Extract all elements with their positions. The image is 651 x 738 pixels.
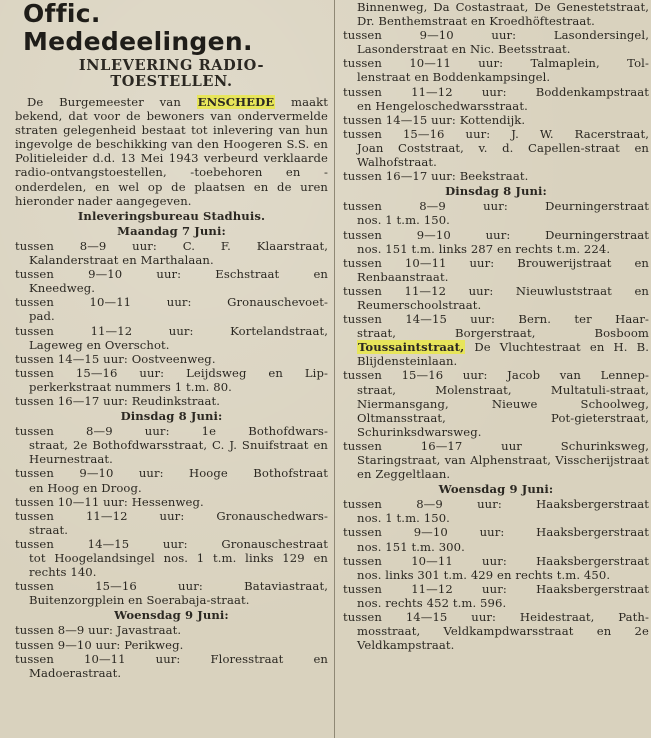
- entry-continuation: Buitenzorgplein en Soerabaja-straat.: [29, 593, 250, 608]
- entry-first-line: tussen 10—11 uur: Gronauschevoet-: [15, 295, 328, 310]
- schedule-entry-toussaint: [343, 312, 649, 368]
- schedule-entry: [15, 623, 328, 637]
- day-heading-dinsdag: Dinsdag 8 Juni:: [120, 409, 223, 424]
- schedule-entry: [15, 324, 328, 352]
- schedule-entry: [15, 466, 328, 494]
- entry-first-line: tussen 11—12 uur: Haaksbergerstraat: [343, 581, 649, 596]
- schedule-entry: [15, 239, 328, 267]
- schedule-list-dinsdag-right-b: [343, 368, 649, 481]
- entry-continuation: pad.: [29, 309, 55, 324]
- entry-continuation: straat.: [29, 522, 69, 537]
- entry-first-line: tussen 14—15 uur: Bern. ter Haar-: [343, 312, 649, 327]
- schedule-entry: [343, 497, 649, 525]
- entry-first-line: tussen 10—11 uur: Hessenweg.: [15, 494, 204, 509]
- schedule-list-dinsdag: [15, 424, 328, 607]
- schedule-entry: [15, 509, 328, 537]
- entry-continuation: [343, 326, 649, 368]
- right-column: [343, 0, 649, 652]
- entry-first-line: tussen 9—10 uur: Lasondersingel,: [343, 28, 649, 43]
- entry-continuation: Lasonderstraat en Nic. Beetsstraat.: [357, 42, 571, 57]
- entry-continuation: nos. 1 t.m. 150.: [357, 213, 450, 228]
- entry-first-line: tussen 10—11 uur: Talmaplein, Tol-: [343, 56, 649, 71]
- page-title: Offic. Mededeelingen.: [23, 0, 253, 56]
- entry-after: De Vluchtestraat en H. B. Blijdensteinlaan.: [357, 340, 649, 369]
- entry-continuation: en Hengeloschedwarsstraat.: [357, 98, 528, 113]
- schedule-entry: [343, 582, 649, 610]
- continued-entry: Binnenweg, Da Costastraat, De Genestetstraat, Dr. Benthemstraat en Kroedhöftestraat.: [357, 0, 649, 29]
- entry-first-line: tussen 14—15 uur: Gronauschestraat: [15, 536, 328, 551]
- entry-first-line: tussen 15—16 uur: Bataviastraat,: [15, 579, 328, 594]
- schedule-entry: [15, 495, 328, 509]
- intro-before: De Burgemeester van: [27, 95, 197, 109]
- day-heading-woensdag-right: Woensdag 9 Juni:: [438, 482, 554, 497]
- schedule-entry: [15, 352, 328, 366]
- entry-first-line: tussen 8—9 uur: Deurningerstraat: [343, 199, 649, 214]
- schedule-entry: [343, 554, 649, 582]
- entry-continuation: Madoerastraat.: [29, 665, 122, 680]
- entry-first-line: tussen 11—12 uur: Kortelandstraat,: [15, 323, 328, 338]
- schedule-entry: [15, 267, 328, 295]
- entry-first-line: tussen 14—15 uur: Kottendijk.: [343, 112, 526, 127]
- entry-continuation: Reumerschoolstraat.: [357, 297, 482, 312]
- entry-continuation: Kneedweg.: [29, 281, 96, 296]
- entry-first-line: tussen 9—10 uur: Haaksbergerstraat: [343, 525, 649, 540]
- schedule-entry: [15, 424, 328, 466]
- schedule-entry: [15, 652, 328, 680]
- entry-first-line: tussen 15—16 uur: Leijdsweg en Lip-: [15, 365, 328, 380]
- entry-first-line: tussen 11—12 uur: Nieuwluststraat en: [343, 283, 649, 298]
- entry-continuation: nos. rechts 452 t.m. 596.: [357, 595, 507, 610]
- entry-first-line: tussen 10—11 uur: Floresstraat en: [15, 651, 328, 666]
- entry-line-2: straat, Borgerstraat, Bosboom: [357, 326, 649, 341]
- intro-paragraph: [15, 95, 328, 208]
- schedule-entry: [343, 256, 649, 284]
- highlight-toussaintstraat: Toussaintstraat,: [358, 340, 465, 355]
- schedule-entry: [343, 56, 649, 84]
- schedule-entry: [343, 368, 649, 438]
- schedule-entry: [15, 537, 328, 579]
- column-divider: [334, 0, 335, 738]
- highlight-enschede: ENSCHEDE: [197, 95, 275, 109]
- entry-first-line: tussen 11—12 uur: Gronauschedwars-: [15, 508, 328, 523]
- schedule-entry: [343, 127, 649, 169]
- entry-first-line: tussen 9—10 uur: Eschstraat en: [15, 267, 328, 282]
- entry-first-line: tussen 16—17 uur: Beekstraat.: [343, 169, 529, 184]
- entry-first-line: tussen 8—9 uur: Javastraat.: [15, 623, 182, 638]
- entry-first-line: tussen 10—11 uur: Brouwerijstraat en: [343, 255, 649, 270]
- entry-continuation: Renbaanstraat.: [357, 269, 449, 284]
- schedule-list-maandag-cont: [343, 28, 649, 183]
- entry-first-line: tussen 14—15 uur: Heidestraat, Path-: [343, 610, 649, 625]
- schedule-entry: [343, 228, 649, 256]
- entry-continuation: straat, Molenstraat, Multatuli-straat, Niermansgang, Nieuwe Schoolweg, Oltmansstraat, Pot-gieterstraat, Schurinksdwarsweg.: [357, 382, 649, 439]
- day-heading-woensdag: Woensdag 9 Juni:: [114, 608, 229, 623]
- schedule-entry: [343, 85, 649, 113]
- entry-continuation: nos. 151 t.m. 300.: [357, 539, 465, 554]
- schedule-entry: [15, 638, 328, 652]
- entry-continuation: nos. 1 t.m. 150.: [357, 511, 450, 526]
- day-heading-dinsdag-right: Dinsdag 8 Juni:: [445, 184, 547, 199]
- schedule-list-maandag: [15, 239, 328, 408]
- heading-line-2: TOESTELLEN.: [110, 72, 233, 90]
- article-heading: [15, 58, 328, 89]
- schedule-list-woensdag: [15, 623, 328, 679]
- entry-first-line: tussen 15—16 uur: J. W. Racerstraat,: [343, 126, 649, 141]
- left-column: [15, 0, 328, 680]
- schedule-entry: [343, 169, 649, 183]
- schedule-entry: [15, 366, 328, 394]
- schedule-entry: [343, 525, 649, 553]
- entry-first-line: tussen 16—17 uur Schurinksweg,: [343, 438, 649, 453]
- entry-first-line: tussen 9—10 uur: Deurningerstraat: [343, 227, 649, 242]
- schedule-entry: [343, 113, 649, 127]
- entry-first-line: tussen 9—10 uur: Perikweg.: [15, 637, 184, 652]
- schedule-entry: [343, 199, 649, 227]
- schedule-list-dinsdag-right: [343, 199, 649, 312]
- entry-continuation: tot Hoogelandsingel nos. 1 t.m. links 129 en rechts 140.: [29, 551, 328, 580]
- schedule-entry: [343, 28, 649, 56]
- day-heading-maandag: Maandag 7 Juni:: [117, 223, 226, 238]
- entry-continuation: en Hoog en Droog.: [29, 480, 142, 495]
- entry-continuation: Joan Coststraat, v. d. Capellen-straat en Walhofstraat.: [357, 140, 649, 170]
- entry-continuation: Kalanderstraat en Marthalaan.: [29, 253, 214, 268]
- entry-first-line: tussen 16—17 uur: Reudinkstraat.: [15, 393, 221, 408]
- entry-first-line: tussen 8—9 uur: Haaksbergerstraat: [343, 497, 649, 512]
- entry-continuation: perkerkstraat nummers 1 t.m. 80.: [29, 379, 232, 394]
- schedule-entry: [343, 284, 649, 312]
- schedule-entry: [15, 394, 328, 408]
- intro-after: maakt bekend, dat voor de bewoners van ondervermelde straten gelegenheid bestaat tot inlevering van hun ingevolge de beschikking van den Hoogeren S.S. en Politieleider d.d. 13 Mei 1943 verbeurd verklaarde radio-ontvangstoestellen, -toebehoren en -onderdelen, en wel op de plaatsen en de uren hieronder nader aangegeven.: [15, 95, 328, 208]
- schedule-entry: [15, 579, 328, 607]
- entry-continuation: lenstraat en Boddenkampsingel.: [357, 70, 551, 85]
- schedule-entry: [343, 439, 649, 481]
- entry-continuation: nos. 151 t.m. links 287 en rechts t.m. 224.: [357, 241, 611, 256]
- entry-first-line: tussen 15—16 uur: Jacob van Lennep-: [343, 368, 649, 383]
- entry-first-line: tussen 14—15 uur: Oostveenweg.: [15, 351, 216, 366]
- entry-first-line: tussen 10—11 uur: Haaksbergerstraat: [343, 553, 649, 568]
- bureau-heading: Inleveringsbureau Stadhuis.: [77, 208, 266, 223]
- entry-first-line: tussen 9—10 uur: Hooge Bothofstraat: [15, 466, 328, 481]
- entry-first-line: tussen 8—9 uur: 1e Bothofdwars-: [15, 424, 328, 439]
- schedule-entry: [15, 295, 328, 323]
- entry-continuation: Staringstraat, van Alphenstraat, Visscherijstraat en Zeggeltlaan.: [357, 453, 649, 482]
- entry-first-line: tussen 11—12 uur: Boddenkampstraat: [343, 84, 649, 99]
- entry-continuation: nos. links 301 t.m. 429 en rechts t.m. 450.: [357, 567, 611, 582]
- entry-continuation: straat, 2e Bothofdwarsstraat, C. J. Snuifstraat en Heurnestraat.: [29, 438, 328, 467]
- entry-continuation: mosstraat, Veldkampdwarsstraat en 2e Veldkampstraat.: [357, 624, 649, 653]
- entry-first-line: tussen 8—9 uur: C. F. Klaarstraat,: [15, 238, 328, 253]
- entry-continuation: Lageweg en Overschot.: [29, 337, 170, 352]
- heading-line-1: INLEVERING RADIO-: [78, 57, 265, 74]
- schedule-entry: [343, 610, 649, 652]
- schedule-list-woensdag-right: [343, 497, 649, 652]
